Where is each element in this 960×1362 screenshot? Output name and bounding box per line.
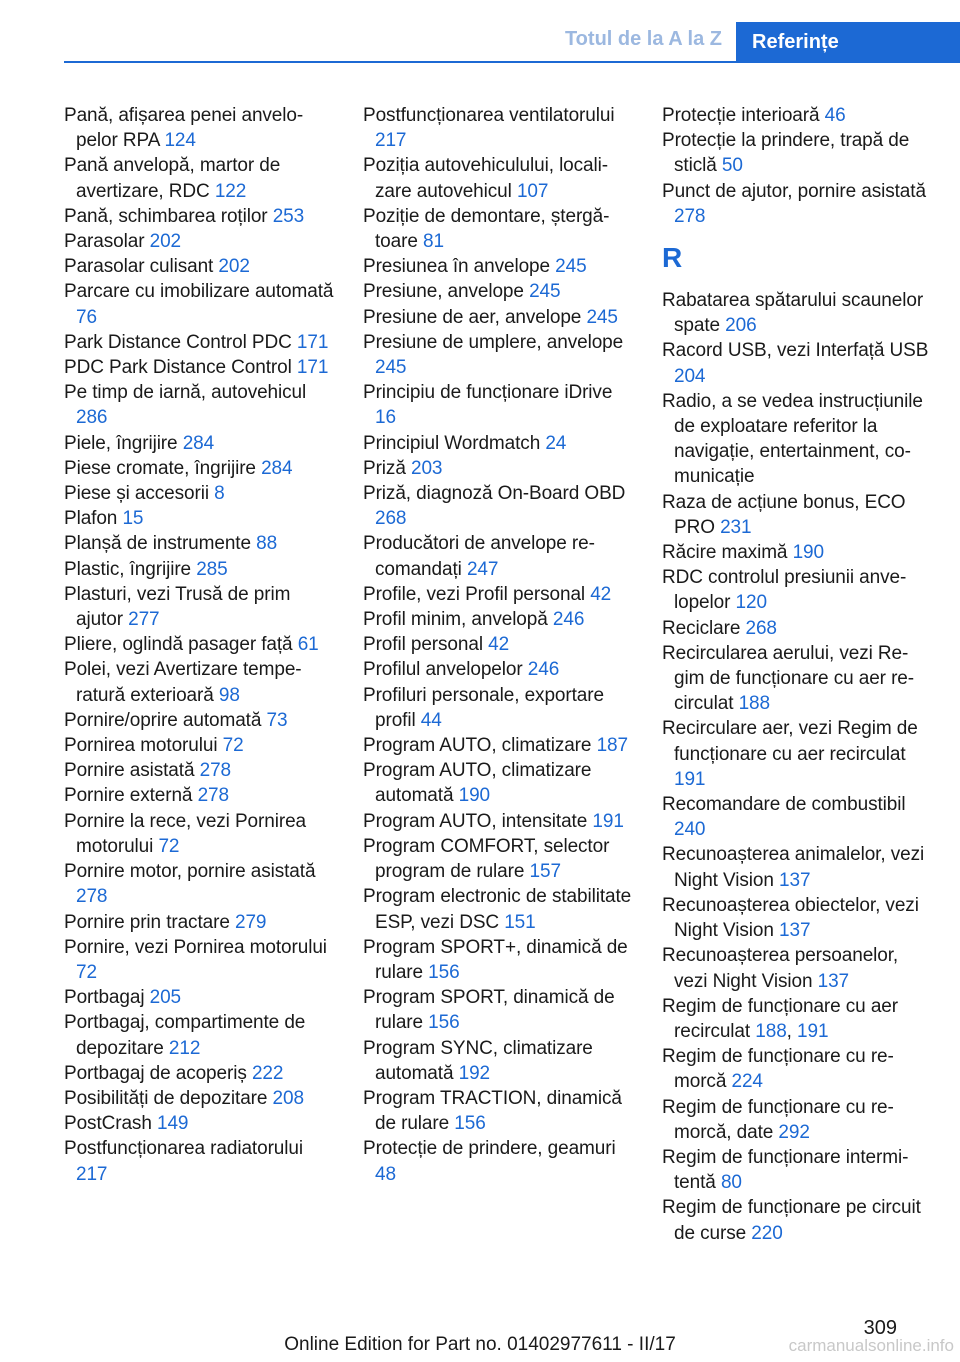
index-term: Pornire prin tractare	[64, 911, 230, 933]
page-link[interactable]: 212	[168, 1037, 201, 1059]
index-entry	[662, 490, 930, 540]
index-term: Profil personal	[363, 634, 483, 656]
index-entry	[363, 884, 633, 934]
page-link[interactable]: 279	[235, 911, 267, 933]
index-entry	[363, 431, 633, 456]
page-link[interactable]: 151	[504, 911, 536, 933]
page-link[interactable]: 268	[375, 508, 407, 530]
index-entry	[662, 179, 930, 229]
index-term: Portbagaj de acoperiș	[64, 1062, 247, 1084]
index-term: Pană, schimbarea roților	[64, 205, 268, 227]
index-column-1	[64, 103, 334, 1187]
index-entry	[363, 1036, 633, 1086]
index-entry	[363, 254, 633, 279]
index-term: Pornire externă	[64, 785, 193, 807]
index-entry	[662, 1195, 930, 1245]
index-entry	[64, 229, 334, 254]
page-link[interactable]: 246	[552, 609, 585, 631]
index-term: Pană anvelopă, martor de avertizare, RDC	[64, 155, 281, 202]
page-link[interactable]: 222	[251, 1062, 284, 1084]
page-link[interactable]: 202	[218, 256, 250, 278]
page-link[interactable]: 278	[76, 886, 108, 908]
index-term: Profile, vezi Profil personal	[363, 583, 586, 605]
index-entry	[363, 153, 633, 203]
index-term: Regim de funcționare intermitentă	[662, 1146, 909, 1194]
index-term: Presiunea în anvelope	[363, 256, 550, 278]
index-entry	[662, 893, 930, 943]
page-link[interactable]: 188	[755, 1020, 787, 1042]
page-link[interactable]: 124	[164, 130, 196, 152]
page-link[interactable]: 46	[824, 105, 846, 126]
index-entry	[64, 1010, 334, 1060]
index-term: Punct de ajutor, pornire asistată	[662, 180, 926, 202]
index-entry	[363, 380, 633, 430]
index-term: Presiune de aer, anvelope	[363, 306, 582, 328]
page-link[interactable]: 217	[76, 1163, 108, 1185]
index-term: Piese și accesorii	[64, 483, 209, 505]
page-link[interactable]: 88	[256, 533, 278, 555]
index-term: Regim de funcționare cu aer recirculat	[662, 995, 898, 1042]
index-term: Park Distance Control PDC	[64, 331, 292, 353]
page-number: 309	[863, 1317, 897, 1339]
index-term: Pornire la rece, vezi Pornirea motorului	[64, 810, 306, 857]
index-entry	[662, 565, 930, 615]
page-link[interactable]: 16	[375, 407, 396, 429]
index-term: Producători de anvelope recomandați	[363, 533, 595, 580]
index-term: Parcare cu imobilizare automată	[64, 281, 334, 303]
index-entry	[662, 616, 930, 641]
index-term: Profil minim, anvelopă	[363, 609, 548, 631]
page-link[interactable]: 231	[720, 516, 752, 538]
tab-references[interactable]: Referințe	[736, 22, 960, 63]
page-link[interactable]: 220	[751, 1222, 783, 1244]
index-entry: Regim de funcționare cu aer recirculat 188, 191	[662, 995, 898, 1042]
index-entry	[363, 607, 633, 632]
index-entry	[662, 943, 930, 993]
index-term: Recomandare de combustibil	[662, 794, 906, 816]
index-entry	[64, 254, 334, 279]
page-link[interactable]: 72	[76, 961, 97, 983]
index-entry	[662, 792, 930, 842]
page-link[interactable]: 156	[428, 961, 460, 983]
index-term: Program electronic de stabilitate ESP, vezi DSC	[363, 886, 632, 933]
index-entry	[662, 103, 930, 128]
index-entry	[662, 842, 930, 892]
index-entry	[363, 305, 633, 330]
watermark: carmanualsonline.info	[788, 1336, 954, 1355]
index-term: Posibilități de depozitare	[64, 1087, 268, 1109]
index-entry	[363, 632, 633, 657]
page-link[interactable]: 44	[420, 709, 442, 731]
page-link[interactable]: 24	[545, 432, 567, 454]
index-term: Program AUTO, intensitate	[363, 810, 588, 832]
index-term: PDC Park Distance Control	[64, 357, 292, 379]
index-term: Parasolar culisant	[64, 256, 214, 278]
index-column-3	[662, 103, 930, 1246]
index-term: Planșă de instrumente	[64, 533, 251, 555]
page-link[interactable]: 72	[158, 835, 180, 857]
page-link[interactable]: 245	[586, 306, 618, 328]
page-link[interactable]: 206	[725, 315, 757, 337]
page-link[interactable]: 224	[731, 1071, 763, 1093]
page-link[interactable]: 48	[375, 1163, 396, 1185]
page-link[interactable]: 246	[527, 659, 560, 681]
index-entry	[64, 431, 334, 456]
page-link[interactable]: 157	[529, 861, 561, 883]
footer-edition: Online Edition for Part no. 01402977611 - II/17	[284, 1334, 676, 1355]
page-link[interactable]: 205	[149, 987, 182, 1009]
index-entry	[363, 1136, 633, 1186]
page-link[interactable]: 156	[428, 1012, 460, 1034]
index-entry	[662, 641, 930, 717]
index-term: Pană, afișarea penei anvelopelor RPA	[64, 105, 304, 152]
page-link[interactable]: 171	[296, 331, 329, 353]
index-entry	[64, 783, 334, 808]
page-link[interactable]: 217	[375, 130, 407, 152]
page-link[interactable]: 42	[488, 634, 510, 656]
index-entry	[662, 288, 930, 338]
page-link[interactable]: 286	[76, 407, 108, 429]
index-entry	[64, 632, 334, 657]
page-link[interactable]: 171	[296, 357, 329, 379]
index-entry	[662, 389, 930, 490]
index-entry	[64, 456, 334, 481]
index-entry	[64, 985, 334, 1010]
page-link[interactable]: 278	[199, 760, 232, 782]
page-link[interactable]: 107	[516, 180, 549, 202]
index-term: Program SYNC, climatizare automată	[363, 1037, 593, 1084]
index-entry	[363, 1086, 633, 1136]
index-term: PostCrash	[64, 1113, 152, 1135]
index-entry	[64, 330, 334, 355]
index-entry	[363, 683, 633, 733]
index-entry	[662, 540, 930, 565]
index-entry	[363, 456, 633, 481]
index-term: Regim de funcționare cu remorcă, date	[662, 1096, 894, 1143]
index-entry	[64, 1111, 334, 1136]
index-term: Pliere, oglindă pasager față	[64, 634, 293, 656]
index-term: Polei, vezi Avertizare temperatură exterioară	[64, 659, 302, 706]
index-entry	[363, 758, 633, 808]
index-term: Program AUTO, climatizare automată	[363, 760, 592, 807]
index-term: Plasturi, vezi Trusă de prim ajutor	[64, 583, 291, 631]
page-link[interactable]: 285	[196, 558, 228, 580]
index-entry	[64, 733, 334, 758]
index-term: Profiluri personale, exportare profil	[363, 684, 604, 731]
index-entry	[64, 481, 334, 506]
section-label[interactable]: Totul de la A la Z	[564, 28, 722, 50]
index-entry	[662, 128, 930, 178]
page-link[interactable]: 245	[375, 357, 407, 379]
index-term: Rabatarea spătarului scaunelor spate	[662, 290, 924, 337]
page-link[interactable]: 191	[592, 810, 624, 832]
index-letter: R	[662, 242, 683, 274]
page-link[interactable]: 80	[720, 1172, 742, 1194]
index-entry	[64, 809, 334, 859]
index-term: Principiu de funcționare iDrive	[363, 382, 613, 404]
index-entry	[363, 204, 633, 254]
index-entry	[64, 910, 334, 935]
index-term: Program SPORT, dinamică de rulare	[363, 987, 615, 1034]
page-link[interactable]: 81	[423, 231, 444, 253]
index-term: Protecție la prindere, trapă de sticlă	[662, 130, 910, 177]
index-entry	[64, 708, 334, 733]
page-link[interactable]: 190	[792, 542, 824, 564]
index-entry	[64, 657, 334, 707]
page-link[interactable]: 191	[674, 768, 706, 790]
index-term: Recirculare aer, vezi Regim de funcționare cu aer recirculat	[662, 718, 918, 765]
index-entry	[363, 531, 633, 581]
page-link[interactable]: 190	[458, 785, 491, 807]
index-term: Regim de funcționare pe circuit de curse	[662, 1197, 921, 1244]
index-entry	[64, 355, 334, 380]
page-link[interactable]: 149	[157, 1113, 189, 1135]
index-term: Recunoașterea persoanelor, vezi Night Vision	[662, 945, 899, 992]
index-term: Principiul Wordmatch	[363, 432, 541, 454]
page-link[interactable]: 137	[817, 970, 850, 992]
index-entry	[662, 1145, 930, 1195]
index-term: Piese cromate, îngrijire	[64, 457, 256, 479]
index-term: Recunoașterea animalelor, vezi Night Vision	[662, 844, 925, 891]
index-entry	[64, 279, 334, 329]
index-term: Poziția autovehiculului, localizare autovehicul	[363, 155, 609, 202]
index-term: Protecție interioară	[662, 105, 820, 126]
page-link[interactable]: 72	[222, 735, 244, 757]
page-link[interactable]: 122	[214, 180, 247, 202]
index-term: RDC controlul presiunii anvelopelor	[662, 567, 907, 614]
index-entry	[64, 859, 334, 909]
index-entry	[662, 338, 930, 388]
index-term: Pornire asistată	[64, 760, 195, 782]
index-term: Raza de acțiune bonus, ECO PRO	[662, 491, 906, 538]
index-entry	[363, 935, 633, 985]
index-entry	[363, 103, 633, 153]
index-entry	[363, 834, 633, 884]
page-link[interactable]: 61	[297, 634, 319, 656]
index-entry	[64, 557, 334, 582]
index-term: Program SPORT+, dinamică de rulare	[363, 936, 628, 983]
index-entry	[363, 733, 633, 758]
page-link[interactable]: 253	[272, 205, 305, 227]
index-term: Pornire motor, pornire asistată	[64, 861, 316, 883]
index-entry	[363, 985, 633, 1035]
page-link[interactable]: 15	[122, 508, 144, 530]
index-term: Plafon	[64, 508, 118, 530]
page-link[interactable]: 277	[128, 609, 160, 631]
index-entry	[363, 582, 633, 607]
page-link[interactable]: 98	[218, 684, 240, 706]
index-entry	[64, 758, 334, 783]
index-term: Portbagaj	[64, 987, 145, 1009]
page-link[interactable]: 191	[797, 1020, 829, 1042]
index-entry	[64, 204, 334, 229]
page-link[interactable]: 202	[149, 231, 182, 253]
index-entry	[64, 1136, 334, 1186]
index-term: Program COMFORT, selector program de rulare	[363, 835, 610, 883]
index-term: Racord USB, vezi Interfață USB	[662, 340, 929, 362]
index-term: Reciclare	[662, 617, 741, 639]
index-entry	[363, 809, 633, 834]
index-term: Presiune de umplere, anvelope	[363, 331, 624, 353]
index-term: Răcire maximă	[662, 542, 788, 564]
page-link[interactable]: 187	[596, 735, 628, 757]
index-term: Radio, a se vedea instrucțiunile de exploatare referitor la navigație, entertainment, comunicație	[662, 390, 923, 488]
index-term: Regim de funcționare cu remorcă	[662, 1046, 894, 1093]
index-term: Program TRACTION, dinamică de rulare	[363, 1087, 622, 1135]
page-link[interactable]: 137	[779, 869, 811, 891]
page-link[interactable]: 245	[555, 256, 587, 278]
index-entry	[363, 481, 633, 531]
index-entry	[64, 582, 334, 632]
index-term: Portbagaj, compartimente de depozitare	[64, 1012, 306, 1059]
index-term: Postfuncționarea ventilatorului	[363, 105, 615, 126]
page-link[interactable]: 278	[674, 205, 706, 227]
index-term: Recircularea aerului, vezi Regim de funcționare cu aer recirculat	[662, 642, 915, 715]
index-entry	[363, 279, 633, 304]
page-link[interactable]: 73	[266, 709, 288, 731]
index-entry	[662, 716, 930, 792]
index-entry	[363, 330, 633, 380]
index-entry	[662, 1095, 930, 1145]
page-link[interactable]: 137	[779, 920, 811, 942]
page-link[interactable]: 203	[410, 457, 443, 479]
page-link[interactable]: 292	[778, 1121, 810, 1143]
index-term: Protecție de prindere, geamuri	[363, 1138, 616, 1160]
index-term: Presiune, anvelope	[363, 281, 524, 303]
index-term: Pornire, vezi Pornirea motorului	[64, 936, 327, 958]
index-entry	[64, 380, 334, 430]
index-entry	[662, 1044, 930, 1094]
page-link[interactable]: 204	[674, 365, 706, 387]
index-entry	[64, 935, 334, 985]
index-entry	[64, 531, 334, 556]
index-entry	[64, 103, 334, 153]
index-term: Priză, diagnoză On-Board OBD	[363, 483, 626, 505]
index-term: Plastic, îngrijire	[64, 558, 192, 580]
page-link[interactable]: 156	[454, 1113, 486, 1135]
page-link[interactable]: 50	[721, 155, 743, 177]
page-link[interactable]: 268	[745, 617, 777, 639]
page-link[interactable]: 208	[272, 1087, 304, 1109]
page-link[interactable]: 245	[529, 281, 561, 303]
page-link[interactable]: 284	[182, 432, 215, 454]
index-entry	[64, 506, 334, 531]
page-link[interactable]: 240	[674, 819, 706, 841]
page-link[interactable]: 188	[738, 693, 770, 715]
page-link[interactable]: 247	[466, 558, 499, 580]
index-term: Poziție de demontare, ștergătoare	[363, 205, 610, 253]
index-term: Priză	[363, 457, 406, 479]
page-link[interactable]: 278	[197, 785, 229, 807]
page-link[interactable]: 76	[76, 306, 97, 328]
index-term: Program AUTO, climatizare	[363, 735, 592, 757]
index-term: Recunoașterea obiectelor, vezi Night Vision	[662, 894, 919, 942]
index-term: Piele, îngrijire	[64, 432, 178, 454]
index-term: Pornirea motorului	[64, 735, 218, 757]
index-term: Profilul anvelopelor	[363, 659, 523, 681]
page-link[interactable]: 192	[458, 1062, 491, 1084]
page-link[interactable]: 42	[590, 583, 612, 605]
index-term: Pe timp de iarnă, autovehicul	[64, 382, 307, 404]
page-link[interactable]: 8	[214, 483, 225, 505]
index-entry	[64, 1086, 334, 1111]
index-term: Parasolar	[64, 231, 145, 253]
index-entry	[363, 657, 633, 682]
index-column-2	[363, 103, 633, 1187]
page-link[interactable]: 284	[261, 457, 293, 479]
index-term: Pornire/oprire automată	[64, 709, 262, 731]
index-entry	[64, 153, 334, 203]
index-term: Postfuncționarea radiatorului	[64, 1138, 303, 1160]
index-entry	[64, 1061, 334, 1086]
page-link[interactable]: 120	[735, 592, 767, 614]
